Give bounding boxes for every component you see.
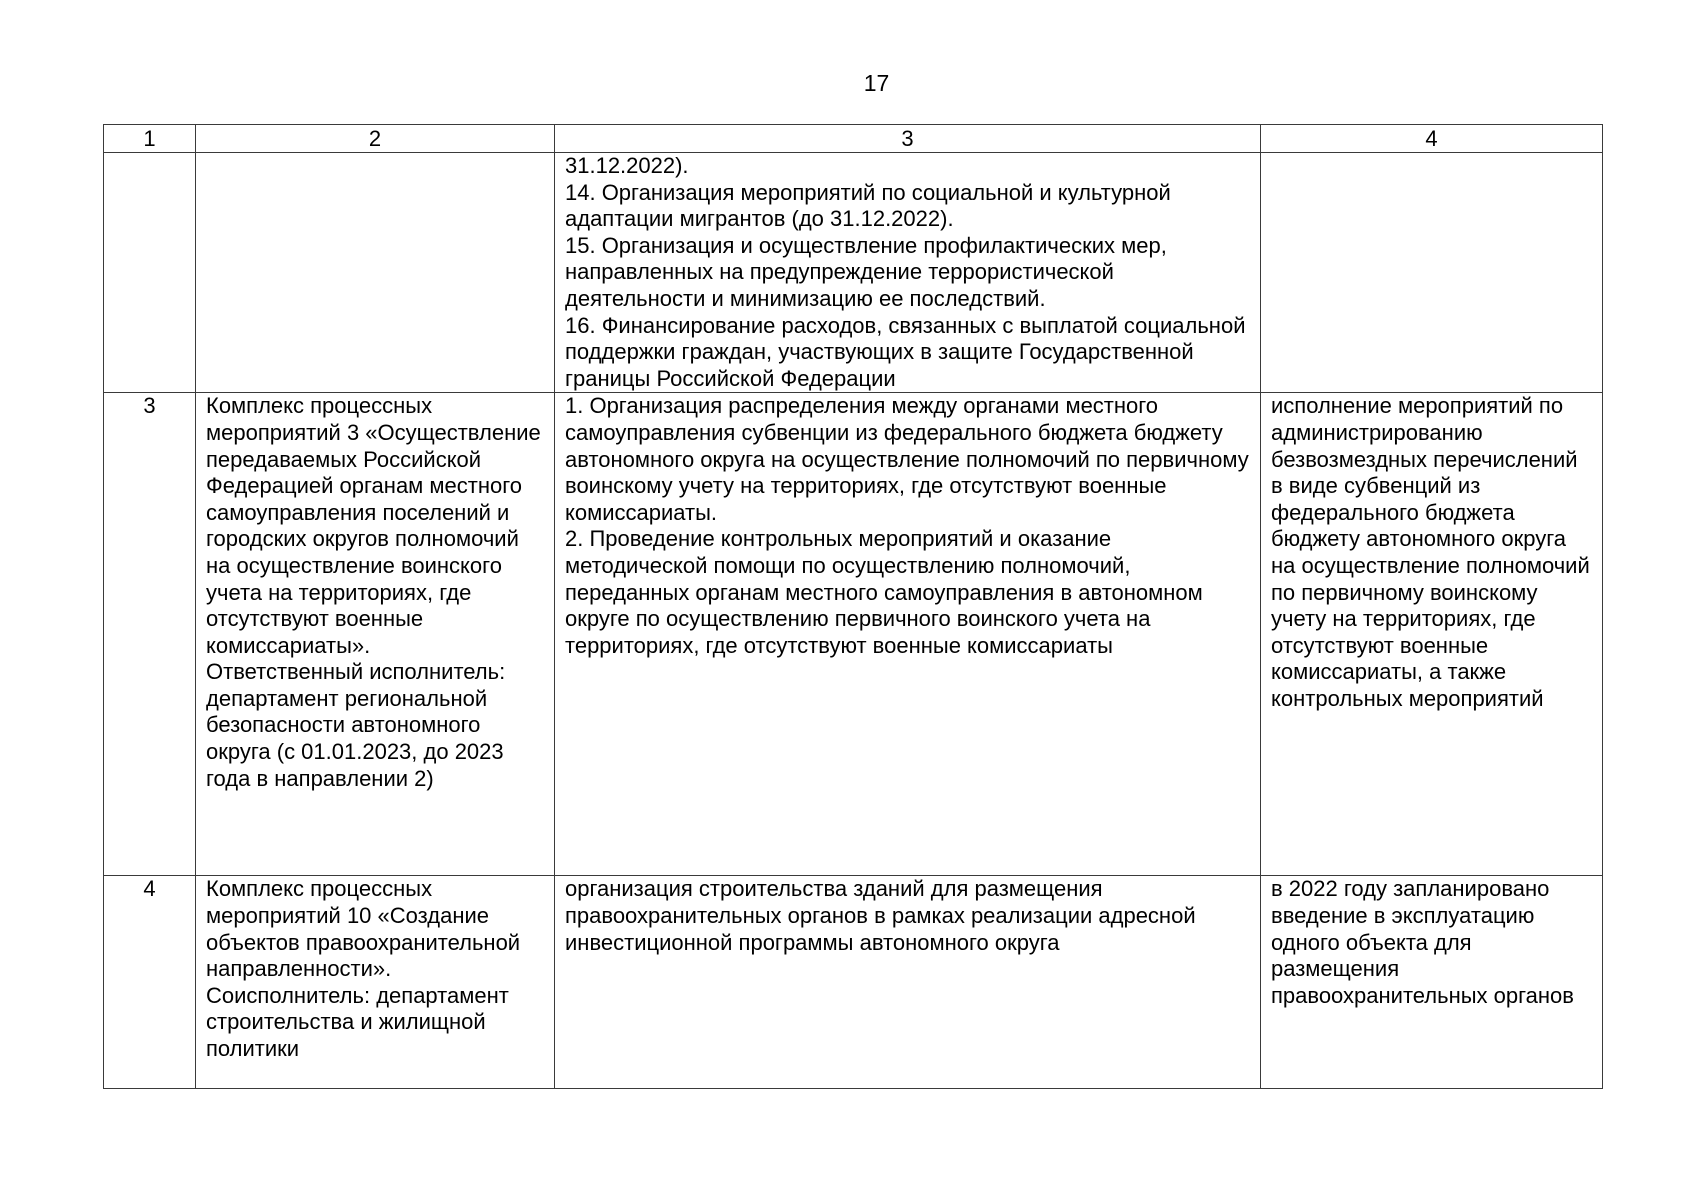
column-header-4: 4 bbox=[1261, 125, 1603, 153]
table-row bbox=[104, 393, 1603, 876]
result-cell: в 2022 году запланировано введение в эксплуатацию одного объекта для размещения правоохранительных органов bbox=[1261, 876, 1603, 1089]
table-row bbox=[104, 876, 1603, 1089]
row-number-cell: 4 bbox=[104, 876, 196, 1089]
row-number-cell: 3 bbox=[104, 393, 196, 876]
measures-cell: 1. Организация распределения между органами местного самоуправления субвенции из федерального бюджета бюджету автономного округа на осуществление полномочий по первичному воинскому учету на территориях, где отсутствуют военные комиссариаты. 2. Проведение контрольных мероприятий и оказание методической помощи по осуществлению полномочий, переданных органам местного самоуправления в автономном округе по осуществлению первичного воинского учета на территориях, где отсутствуют военные комиссариаты bbox=[555, 393, 1261, 876]
activity-cell bbox=[196, 153, 555, 393]
row-number-cell bbox=[104, 153, 196, 393]
measures-cell: 31.12.2022). 14. Организация мероприятий по социальной и культурной адаптации мигрантов (до 31.12.2022). 15. Организация и осуществление профилактических мер, направленных на предупреждение террористической деятельности и минимизацию ее последствий. 16. Финансирование расходов, связанных с выплатой социальной поддержки граждан, участвующих в защите Государственной границы Российской Федерации bbox=[555, 153, 1261, 393]
table-header-row bbox=[104, 125, 1603, 153]
activity-cell: Комплекс процессных мероприятий 3 «Осуществление передаваемых Российской Федерацией органам местного самоуправления поселений и городских округов полномочий на осуществление воинского учета на территориях, где отсутствуют военные комиссариаты». Ответственный исполнитель: департамент региональной безопасности автономного округа (с 01.01.2023, до 2023 года в направлении 2) bbox=[196, 393, 555, 876]
measures-cell: организация строительства зданий для размещения правоохранительных органов в рамках реализации адресной инвестиционной программы автономного округа bbox=[555, 876, 1261, 1089]
measures-table bbox=[103, 124, 1603, 1089]
page-number: 17 bbox=[863, 70, 890, 96]
column-header-1: 1 bbox=[104, 125, 196, 153]
result-cell bbox=[1261, 153, 1603, 393]
result-cell: исполнение мероприятий по администрированию безвозмездных перечислений в виде субвенций из федерального бюджета бюджету автономного округа на осуществление полномочий по первичному воинскому учету на территориях, где отсутствуют военные комиссариаты, а также контрольных мероприятий bbox=[1261, 393, 1603, 876]
table-row bbox=[104, 153, 1603, 393]
column-header-2: 2 bbox=[196, 125, 555, 153]
column-header-3: 3 bbox=[555, 125, 1261, 153]
activity-cell: Комплекс процессных мероприятий 10 «Создание объектов правоохранительной направленности». Соисполнитель: департамент строительства и жилищной политики bbox=[196, 876, 555, 1089]
